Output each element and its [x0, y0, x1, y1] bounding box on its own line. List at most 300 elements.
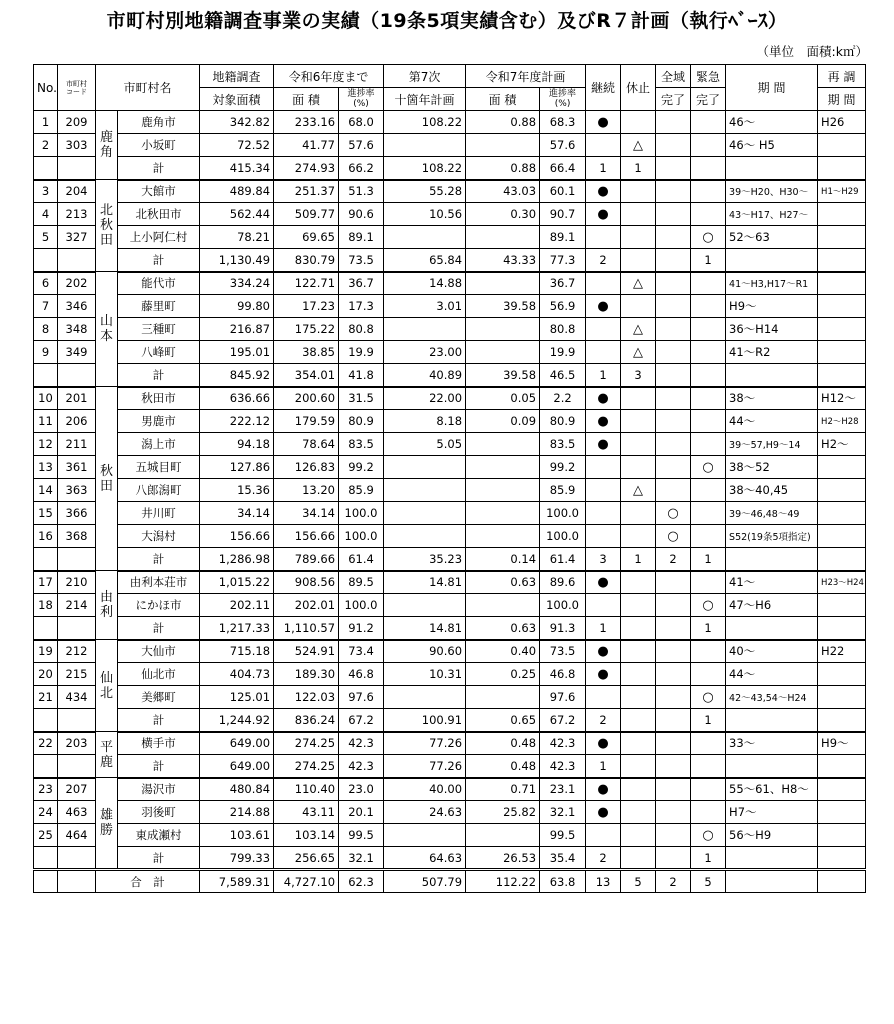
r6-area: 4,727.10 [274, 870, 339, 893]
region-name [96, 571, 118, 640]
r6-progress: 51.3 [339, 180, 384, 203]
row-code: 368 [58, 525, 96, 548]
region-name [96, 180, 118, 272]
table-row [34, 111, 866, 134]
urgent-complete-mark [691, 732, 726, 755]
continue-mark: ● [586, 732, 621, 755]
table-row [34, 479, 866, 502]
row-code: 464 [58, 824, 96, 847]
urgent-complete-count [691, 157, 726, 180]
header-r6-progress: 進捗率 (%) [339, 88, 384, 111]
period: S52(19条5項指定) [726, 525, 818, 548]
continue-mark [586, 525, 621, 548]
target-area: 404.73 [200, 663, 274, 686]
r6-area: 175.22 [274, 318, 339, 341]
r6-progress: 97.6 [339, 686, 384, 709]
header-municipality: 市町村名 [96, 65, 200, 111]
target-area: 1,130.49 [200, 249, 274, 272]
region-name [96, 387, 118, 571]
r6-progress: 36.7 [339, 272, 384, 295]
continue-mark [586, 686, 621, 709]
r7-progress: 97.6 [540, 686, 586, 709]
urgent-complete-mark [691, 433, 726, 456]
target-area: 78.21 [200, 226, 274, 249]
urgent-complete-mark: ○ [691, 594, 726, 617]
subtotal-row [34, 755, 866, 778]
resurvey-period [818, 778, 866, 801]
row-code: 215 [58, 663, 96, 686]
r7-area: 0.48 [466, 755, 540, 778]
r6-area: 38.85 [274, 341, 339, 364]
pause-mark [621, 295, 656, 318]
continue-count: 1 [586, 755, 621, 778]
resurvey-period [818, 709, 866, 732]
full-complete-mark [656, 824, 691, 847]
row-no [34, 157, 58, 180]
r7-area: 112.22 [466, 870, 540, 893]
row-code: 209 [58, 111, 96, 134]
target-area: 72.52 [200, 134, 274, 157]
plan7-area: 10.31 [384, 663, 466, 686]
continue-count: 3 [586, 548, 621, 571]
subtotal-row [34, 709, 866, 732]
target-area: 1,217.33 [200, 617, 274, 640]
urgent-complete-mark [691, 640, 726, 663]
header-continue: 継続 [586, 65, 621, 111]
target-area: 216.87 [200, 318, 274, 341]
continue-mark: ● [586, 433, 621, 456]
period: 39～H20、H30～ [726, 180, 818, 203]
row-no: 1 [34, 111, 58, 134]
municipality-name: 藤里町 [118, 295, 200, 318]
header-no: No. [34, 65, 58, 111]
period: 36～H14 [726, 318, 818, 341]
target-area: 845.92 [200, 364, 274, 387]
continue-count: 1 [586, 157, 621, 180]
row-code: 327 [58, 226, 96, 249]
continue-mark: ● [586, 663, 621, 686]
municipality-name: 能代市 [118, 272, 200, 295]
grand-total-label: 合 計 [96, 870, 200, 893]
r7-area [466, 134, 540, 157]
pause-mark [621, 640, 656, 663]
period: 39～57,H9～14 [726, 433, 818, 456]
r6-progress: 73.4 [339, 640, 384, 663]
row-code: 201 [58, 387, 96, 410]
period: 56～H9 [726, 824, 818, 847]
subtotal-label: 計 [118, 617, 200, 640]
row-no [34, 249, 58, 272]
plan7-area: 65.84 [384, 249, 466, 272]
plan7-area: 23.00 [384, 341, 466, 364]
municipality-name: 三種町 [118, 318, 200, 341]
pause-count: 1 [621, 548, 656, 571]
region-label: 秋田 [99, 463, 113, 494]
r7-progress: 67.2 [540, 709, 586, 732]
row-no [34, 617, 58, 640]
resurvey-period: H1～H29 [818, 180, 866, 203]
pause-mark: △ [621, 318, 656, 341]
row-code [58, 755, 96, 778]
target-area: 1,015.22 [200, 571, 274, 594]
full-complete-mark [656, 410, 691, 433]
full-complete-mark [656, 571, 691, 594]
r6-progress: 80.9 [339, 410, 384, 433]
target-area: 1,286.98 [200, 548, 274, 571]
row-code: 204 [58, 180, 96, 203]
full-complete-mark: ○ [656, 525, 691, 548]
continue-mark [586, 341, 621, 364]
row-no: 9 [34, 341, 58, 364]
r7-area [466, 318, 540, 341]
municipality-name: 八峰町 [118, 341, 200, 364]
row-code [58, 364, 96, 387]
full-complete-mark: ○ [656, 502, 691, 525]
r6-progress: 66.2 [339, 157, 384, 180]
period [726, 870, 818, 893]
resurvey-period [818, 548, 866, 571]
r7-area [466, 226, 540, 249]
r7-area: 0.05 [466, 387, 540, 410]
pause-mark: △ [621, 272, 656, 295]
r6-progress: 100.0 [339, 525, 384, 548]
row-code [58, 548, 96, 571]
resurvey-period [818, 157, 866, 180]
period [726, 847, 818, 870]
r6-area: 122.71 [274, 272, 339, 295]
r7-area [466, 479, 540, 502]
r7-progress: 100.0 [540, 502, 586, 525]
period: 38～52 [726, 456, 818, 479]
plan7-area: 14.81 [384, 617, 466, 640]
row-no: 4 [34, 203, 58, 226]
r6-area: 251.37 [274, 180, 339, 203]
header-r6: 令和6年度まで [274, 65, 384, 88]
target-area: 489.84 [200, 180, 274, 203]
grand-total-row [34, 870, 866, 893]
r6-area: 189.30 [274, 663, 339, 686]
target-area: 415.34 [200, 157, 274, 180]
header-r7: 令和7年度計画 [466, 65, 586, 88]
target-area: 156.66 [200, 525, 274, 548]
row-no: 6 [34, 272, 58, 295]
row-code: 463 [58, 801, 96, 824]
r7-area [466, 525, 540, 548]
r7-progress: 99.5 [540, 824, 586, 847]
r6-area: 110.40 [274, 778, 339, 801]
pause-mark [621, 525, 656, 548]
pause-mark [621, 686, 656, 709]
urgent-complete-mark [691, 387, 726, 410]
period [726, 157, 818, 180]
target-area: 636.66 [200, 387, 274, 410]
table-row [34, 686, 866, 709]
urgent-complete-mark: ○ [691, 824, 726, 847]
r6-area: 274.25 [274, 732, 339, 755]
table-row [34, 640, 866, 663]
full-complete-count [656, 249, 691, 272]
r6-area: 43.11 [274, 801, 339, 824]
target-area: 34.14 [200, 502, 274, 525]
r6-area: 354.01 [274, 364, 339, 387]
r6-progress: 100.0 [339, 502, 384, 525]
row-code [58, 249, 96, 272]
period: 44～ [726, 410, 818, 433]
plan7-area [384, 134, 466, 157]
pause-mark [621, 410, 656, 433]
r7-progress: 91.3 [540, 617, 586, 640]
period [726, 617, 818, 640]
continue-count: 1 [586, 364, 621, 387]
table-row [34, 824, 866, 847]
pause-count: 5 [621, 870, 656, 893]
r6-progress: 89.1 [339, 226, 384, 249]
urgent-complete-mark [691, 318, 726, 341]
plan7-area: 5.05 [384, 433, 466, 456]
urgent-complete-count: 5 [691, 870, 726, 893]
subtotal-row [34, 157, 866, 180]
table-row [34, 525, 866, 548]
full-complete-mark [656, 594, 691, 617]
period: 40～ [726, 640, 818, 663]
r6-progress: 31.5 [339, 387, 384, 410]
pause-count [621, 249, 656, 272]
table-row [34, 571, 866, 594]
r7-progress: 89.1 [540, 226, 586, 249]
target-area: 480.84 [200, 778, 274, 801]
resurvey-period [818, 847, 866, 870]
row-no [34, 709, 58, 732]
r6-area: 78.64 [274, 433, 339, 456]
row-no: 13 [34, 456, 58, 479]
r7-area: 39.58 [466, 364, 540, 387]
r7-progress: 46.5 [540, 364, 586, 387]
r7-progress: 35.4 [540, 847, 586, 870]
r6-progress: 61.4 [339, 548, 384, 571]
urgent-complete-mark [691, 801, 726, 824]
r6-area: 256.65 [274, 847, 339, 870]
row-code: 303 [58, 134, 96, 157]
subtotal-row [34, 249, 866, 272]
plan7-area [384, 479, 466, 502]
header-plan7-1: 第7次 [384, 65, 466, 88]
continue-mark [586, 594, 621, 617]
resurvey-period [818, 479, 866, 502]
header-resurvey-1: 再 調 [818, 65, 866, 88]
table-row [34, 732, 866, 755]
period [726, 755, 818, 778]
table-row [34, 226, 866, 249]
header-survey-1: 地籍調査 [200, 65, 274, 88]
row-no: 15 [34, 502, 58, 525]
table-row [34, 341, 866, 364]
row-code [58, 870, 96, 893]
subtotal-row [34, 364, 866, 387]
table-row [34, 272, 866, 295]
row-code: 210 [58, 571, 96, 594]
row-no: 11 [34, 410, 58, 433]
full-complete-count: 2 [656, 870, 691, 893]
full-complete-count [656, 709, 691, 732]
r6-area: 274.25 [274, 755, 339, 778]
r6-progress: 41.8 [339, 364, 384, 387]
region-name [96, 272, 118, 387]
continue-count: 13 [586, 870, 621, 893]
row-no: 18 [34, 594, 58, 617]
r6-area: 202.01 [274, 594, 339, 617]
r7-progress: 68.3 [540, 111, 586, 134]
full-complete-count [656, 755, 691, 778]
pause-count [621, 755, 656, 778]
r6-progress: 57.6 [339, 134, 384, 157]
full-complete-mark [656, 640, 691, 663]
urgent-complete-mark [691, 272, 726, 295]
continue-mark [586, 318, 621, 341]
target-area: 214.88 [200, 801, 274, 824]
resurvey-period [818, 456, 866, 479]
row-no: 12 [34, 433, 58, 456]
continue-mark: ● [586, 203, 621, 226]
municipality-name: 五城目町 [118, 456, 200, 479]
resurvey-period [818, 295, 866, 318]
r7-area: 0.14 [466, 548, 540, 571]
subtotal-row [34, 847, 866, 870]
continue-mark [586, 272, 621, 295]
pause-mark [621, 456, 656, 479]
r7-area [466, 502, 540, 525]
full-complete-mark [656, 134, 691, 157]
continue-count: 2 [586, 249, 621, 272]
plan7-area [384, 525, 466, 548]
r6-area: 34.14 [274, 502, 339, 525]
r6-progress: 80.8 [339, 318, 384, 341]
urgent-complete-mark [691, 663, 726, 686]
continue-mark: ● [586, 640, 621, 663]
subtotal-label: 計 [118, 548, 200, 571]
urgent-complete-mark [691, 341, 726, 364]
pause-mark [621, 824, 656, 847]
row-code [58, 157, 96, 180]
plan7-area: 3.01 [384, 295, 466, 318]
target-area: 15.36 [200, 479, 274, 502]
r6-area: 41.77 [274, 134, 339, 157]
target-area: 195.01 [200, 341, 274, 364]
municipality-name: 横手市 [118, 732, 200, 755]
r7-area: 0.09 [466, 410, 540, 433]
r7-progress: 77.3 [540, 249, 586, 272]
region-label: 由利 [99, 590, 113, 620]
urgent-complete-count [691, 364, 726, 387]
period: 52～63 [726, 226, 818, 249]
r7-progress: 61.4 [540, 548, 586, 571]
r7-area: 43.33 [466, 249, 540, 272]
resurvey-period [818, 686, 866, 709]
full-complete-mark [656, 456, 691, 479]
resurvey-period: H2～ [818, 433, 866, 456]
urgent-complete-mark [691, 479, 726, 502]
row-no: 5 [34, 226, 58, 249]
plan7-area: 90.60 [384, 640, 466, 663]
municipality-name: 大館市 [118, 180, 200, 203]
period: 41～R2 [726, 341, 818, 364]
header-urgent-2: 完了 [691, 88, 726, 111]
plan7-area: 35.23 [384, 548, 466, 571]
header-r7-area: 面 積 [466, 88, 540, 111]
r7-progress: 19.9 [540, 341, 586, 364]
row-code: 366 [58, 502, 96, 525]
target-area: 649.00 [200, 732, 274, 755]
municipality-name: 由利本荘市 [118, 571, 200, 594]
table-body [34, 111, 866, 893]
r6-area: 179.59 [274, 410, 339, 433]
region-label: 鹿角 [99, 130, 113, 160]
continue-mark: ● [586, 801, 621, 824]
row-no: 7 [34, 295, 58, 318]
municipality-name: 美郷町 [118, 686, 200, 709]
r6-progress: 85.9 [339, 479, 384, 502]
unit-note: （単位 面積:k㎡） [756, 44, 868, 59]
full-complete-mark [656, 479, 691, 502]
row-code: 207 [58, 778, 96, 801]
target-area: 127.86 [200, 456, 274, 479]
resurvey-period [818, 502, 866, 525]
period [726, 364, 818, 387]
period: 39～46,48～49 [726, 502, 818, 525]
resurvey-period [818, 755, 866, 778]
row-no: 10 [34, 387, 58, 410]
plan7-area: 40.00 [384, 778, 466, 801]
plan7-area: 10.56 [384, 203, 466, 226]
r6-area: 13.20 [274, 479, 339, 502]
urgent-complete-count: 1 [691, 709, 726, 732]
table-header [34, 65, 866, 111]
r7-progress: 56.9 [540, 295, 586, 318]
full-complete-mark [656, 778, 691, 801]
row-code: 349 [58, 341, 96, 364]
region-name [96, 111, 118, 180]
resurvey-period [818, 203, 866, 226]
r7-area: 0.63 [466, 571, 540, 594]
header-full-2: 完了 [656, 88, 691, 111]
target-area: 202.11 [200, 594, 274, 617]
plan7-area [384, 318, 466, 341]
row-no [34, 548, 58, 571]
r7-area: 25.82 [466, 801, 540, 824]
document-title: 市町村別地籍調査事業の実績（19条5項実績含む）及びR７計画（執行ﾍﾞｰｽ） [106, 10, 788, 32]
full-complete-mark [656, 272, 691, 295]
municipality-name: 湯沢市 [118, 778, 200, 801]
plan7-area [384, 456, 466, 479]
resurvey-period [818, 341, 866, 364]
full-complete-mark [656, 318, 691, 341]
period [726, 548, 818, 571]
municipality-name: 男鹿市 [118, 410, 200, 433]
pause-count: 3 [621, 364, 656, 387]
pause-mark [621, 226, 656, 249]
resurvey-period: H22 [818, 640, 866, 663]
municipality-name: 秋田市 [118, 387, 200, 410]
plan7-area [384, 502, 466, 525]
full-complete-mark [656, 180, 691, 203]
subtotal-label: 計 [118, 157, 200, 180]
r7-progress: 99.2 [540, 456, 586, 479]
header-r7-progress: 進捗率 (%) [540, 88, 586, 111]
table-row [34, 134, 866, 157]
plan7-area: 108.22 [384, 157, 466, 180]
resurvey-period [818, 617, 866, 640]
target-area: 334.24 [200, 272, 274, 295]
municipality-name: 大潟村 [118, 525, 200, 548]
